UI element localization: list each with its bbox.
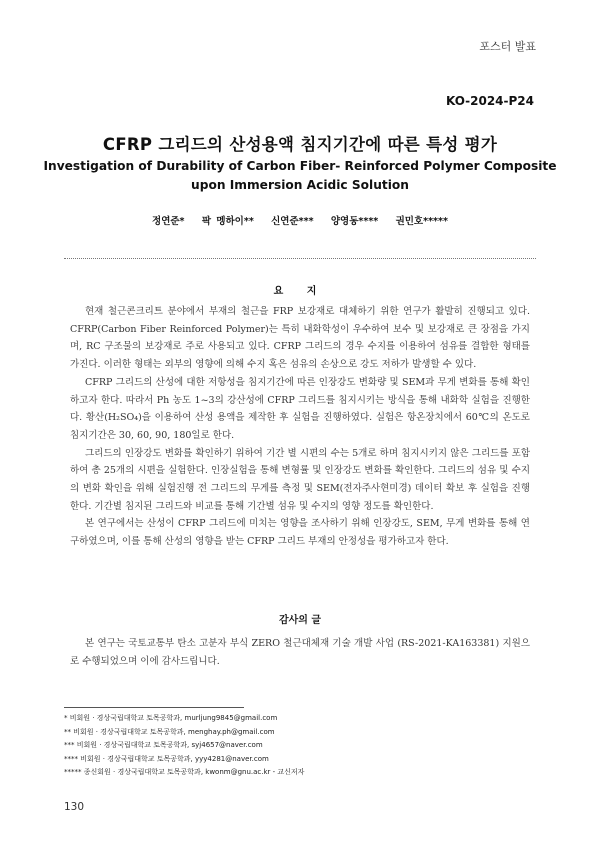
author-3: 신연준*** <box>271 216 314 227</box>
title-english-line2: upon Immersion Acidic Solution <box>191 178 409 192</box>
footnotes <box>64 712 304 780</box>
acknowledgement-text: 본 연구는 국토교통부 탄소 고분자 부식 ZERO 철근대체재 기술 개발 사업 (RS-2021-KA163381) 지원으로 수행되었으며 이에 감사드립니다. <box>70 638 530 667</box>
footnote-1: * 비회원 · 경상국립대학교 토목공학과, murljung9845@gmail.com <box>64 714 278 722</box>
abstract-paragraph: 그리드의 인장강도 변화를 확인하기 위하여 기간 별 시편의 수는 5개로 하며 침지시키지 않은 그리드를 포함하여 총 25개의 시편을 실험한다. 인장실험을 통해 변형률 및 인장강도 변화를 확인한다. 그리드의 섬유 및 수지의 변화 확인을 위해 실험진행 전 그리드의 무게를 측정 및 SEM(전자주사현미경) 데이터 확보 후 실험을 진행한다. 기간별 침지된 그리드와 비교를 통해 기간별 섬유 및 수지의 영향 정도를 확인한다. <box>70 447 530 512</box>
title-english-line1: Investigation of Durability of Carbon Fiber- Reinforced Polymer Composite <box>43 159 557 173</box>
abstract-paragraph: 현재 철근콘크리트 분야에서 부재의 철근을 FRP 보강재로 대체하기 위한 연구가 활발히 진행되고 있다. CFRP(Carbon Fiber Reinforced Polymer)는 특히 내화학성이 우수하여 보수 및 보강재로 큰 장점을 가지며, RC 구조물의 보강재로 주로 사용되고 있다. CFRP 그리드의 경우 수지를 이용하여 섬유를 결합한 형태를 가진다. 이러한 형태는 외부의 영향에 의해 수지 혹은 섬유의 손상으로 강도 저하가 발생할 수 있다. <box>70 306 530 371</box>
abstract-paragraph: 본 연구에서는 산성이 CFRP 그리드에 미치는 영향을 조사하기 위해 인장강도, SEM, 무게 변화를 통해 연구하였으며, 이를 통해 산성의 영향을 받는 CFRP 그리드 부재의 안정성을 평가하고자 한다. <box>70 518 530 548</box>
abstract-heading: 요 지 <box>273 286 327 297</box>
footnote-4: **** 비회원 · 경상국립대학교 토목공학과, yyy4281@naver.com <box>64 754 269 763</box>
acknowledgement-body <box>70 635 530 670</box>
author-4: 양영동**** <box>330 216 379 227</box>
author-1: 정연준* <box>152 216 185 227</box>
footnote-3: *** 비회원 · 경상국립대학교 토목공학과, syj4657@naver.com <box>64 741 263 750</box>
footnote-5: ***** 종신회원 · 경상국립대학교 토목공학과, kwonm@gnu.ac.kr - 교신저자 <box>64 768 305 777</box>
title-korean: CFRP 그리드의 산성용액 침지기간에 따른 특성 평가 <box>102 135 498 154</box>
page-number: 130 <box>64 801 85 813</box>
author-2: 팍 멩하이** <box>201 216 254 227</box>
dotted-divider <box>64 258 536 259</box>
paper-code: KO-2024-P24 <box>445 94 534 108</box>
footnote-2: ** 비회원 · 경상국립대학교 토목공학과, menghay.ph@gmail.com <box>64 727 275 736</box>
abstract-paragraph: CFRP 그리드의 산성에 대한 저항성을 침지기간에 따른 인장강도 변화량 및 SEM과 무게 변화를 통해 확인하고자 한다. 따라서 Ph 농도 1~3의 강산성에 CFRP 그리드를 침지시키는 방식을 통해 내화학 실험을 진행한다. 황산(H₂SO₄)을 이용하여 산성 용액을 제작한 후 실험을 진행하였다. 실험은 항온장치에서 60℃의 온도로 침지기간은 30, 60, 90, 180일로 한다. <box>70 376 530 441</box>
header-category: 포스터 발표 <box>479 40 536 53</box>
acknowledgement-heading: 감사의 글 <box>278 615 322 626</box>
abstract-body <box>70 303 530 551</box>
author-5: 권민호***** <box>395 216 448 227</box>
author-list <box>0 213 600 227</box>
footnote-rule <box>64 707 244 708</box>
